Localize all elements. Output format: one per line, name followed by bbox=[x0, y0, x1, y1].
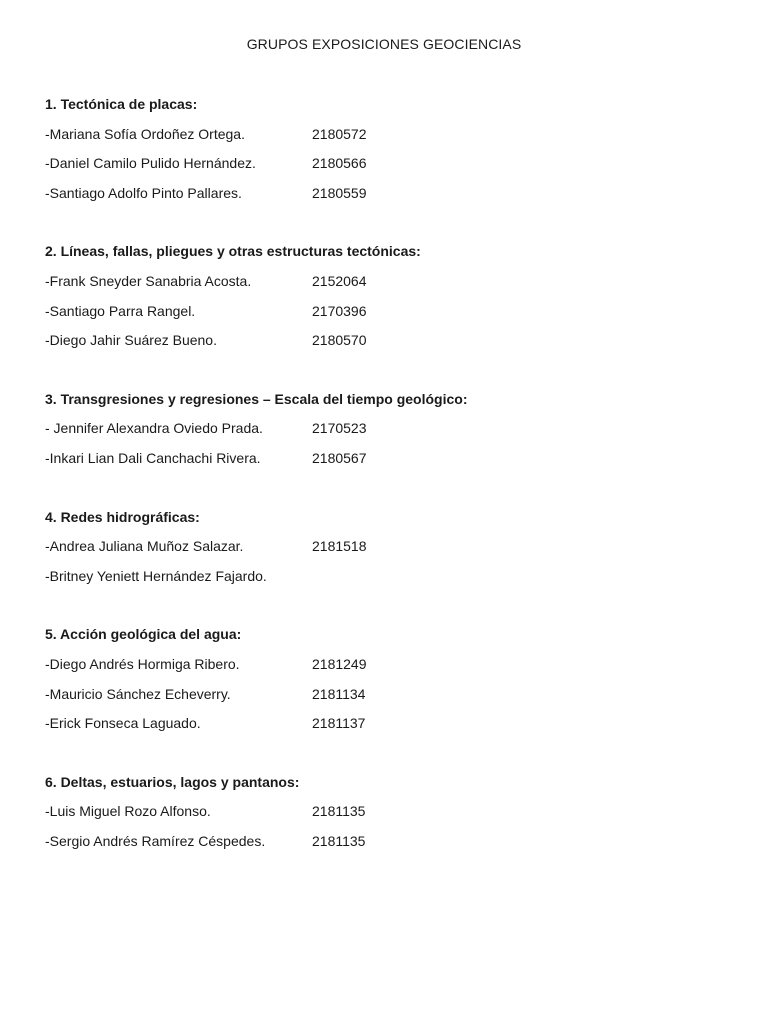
group-1 bbox=[45, 94, 745, 212]
member-row bbox=[45, 153, 745, 183]
member-name: -Inkari Lian Dali Canchachi Rivera. bbox=[45, 449, 261, 466]
group-4 bbox=[45, 507, 745, 596]
member-name: -Santiago Adolfo Pinto Pallares. bbox=[45, 184, 242, 201]
group-heading: 4. Redes hidrográficas: bbox=[45, 508, 200, 525]
member-code: 2180566 bbox=[312, 155, 367, 172]
member-name: -Erick Fonseca Laguado. bbox=[45, 715, 201, 732]
member-row bbox=[45, 124, 745, 154]
member-code: 2181249 bbox=[312, 655, 367, 672]
member-name: -Britney Yeniett Hernández Fajardo. bbox=[45, 567, 267, 584]
member-name: -Diego Andrés Hormiga Ribero. bbox=[45, 655, 240, 672]
member-code: 2181135 bbox=[312, 803, 366, 820]
group-5 bbox=[45, 624, 745, 742]
member-name: -Diego Jahir Suárez Bueno. bbox=[45, 332, 217, 349]
member-name: -Daniel Camilo Pulido Hernández. bbox=[45, 155, 256, 172]
member-row bbox=[45, 831, 745, 861]
member-name: -Mariana Sofía Ordoñez Ortega. bbox=[45, 125, 245, 142]
member-name: -Sergio Andrés Ramírez Céspedes. bbox=[45, 832, 266, 849]
group-heading: 5. Acción geológica del agua: bbox=[45, 626, 242, 643]
group-heading: 6. Deltas, estuarios, lagos y pantanos: bbox=[45, 773, 300, 790]
document-title: GRUPOS EXPOSICIONES GEOCIENCIAS bbox=[246, 36, 522, 52]
member-code: 2181518 bbox=[312, 538, 367, 555]
member-row bbox=[45, 654, 745, 684]
group-list bbox=[45, 94, 745, 889]
group-3 bbox=[45, 389, 745, 478]
member-row bbox=[45, 301, 745, 331]
member-code: 2180570 bbox=[312, 332, 367, 349]
member-code: 2170396 bbox=[312, 302, 367, 319]
member-code: 2152064 bbox=[312, 272, 367, 289]
group-heading: 1. Tectónica de placas: bbox=[45, 96, 198, 112]
member-code: 2180559 bbox=[312, 184, 367, 201]
member-name: -Mauricio Sánchez Echeverry. bbox=[45, 685, 231, 702]
member-row bbox=[45, 448, 745, 478]
member-code: 2180572 bbox=[312, 125, 367, 142]
member-row bbox=[45, 271, 745, 301]
member-row bbox=[45, 330, 745, 360]
member-name: -Santiago Parra Rangel. bbox=[45, 302, 196, 319]
member-row bbox=[45, 713, 745, 743]
group-heading: 3. Transgresiones y regresiones – Escala del tiempo geológico: bbox=[45, 390, 468, 407]
member-row bbox=[45, 801, 745, 831]
member-row bbox=[45, 684, 745, 714]
member-code: 2170523 bbox=[312, 420, 367, 437]
member-code: 2181134 bbox=[312, 685, 366, 702]
member-code: 2181135 bbox=[312, 832, 366, 849]
group-6 bbox=[45, 772, 745, 861]
member-row bbox=[45, 418, 745, 448]
member-name: -Luis Miguel Rozo Alfonso. bbox=[45, 803, 211, 820]
member-row bbox=[45, 536, 745, 566]
group-heading: 2. Líneas, fallas, pliegues y otras estructuras tectónicas: bbox=[45, 243, 421, 260]
member-code: 2180567 bbox=[312, 449, 367, 466]
member-code: 2181137 bbox=[312, 715, 366, 732]
member-row bbox=[45, 566, 745, 596]
member-name: - Jennifer Alexandra Oviedo Prada. bbox=[45, 420, 263, 437]
member-name: -Frank Sneyder Sanabria Acosta. bbox=[45, 272, 252, 289]
group-2 bbox=[45, 241, 745, 359]
member-name: -Andrea Juliana Muñoz Salazar. bbox=[45, 538, 244, 555]
member-row bbox=[45, 183, 745, 213]
